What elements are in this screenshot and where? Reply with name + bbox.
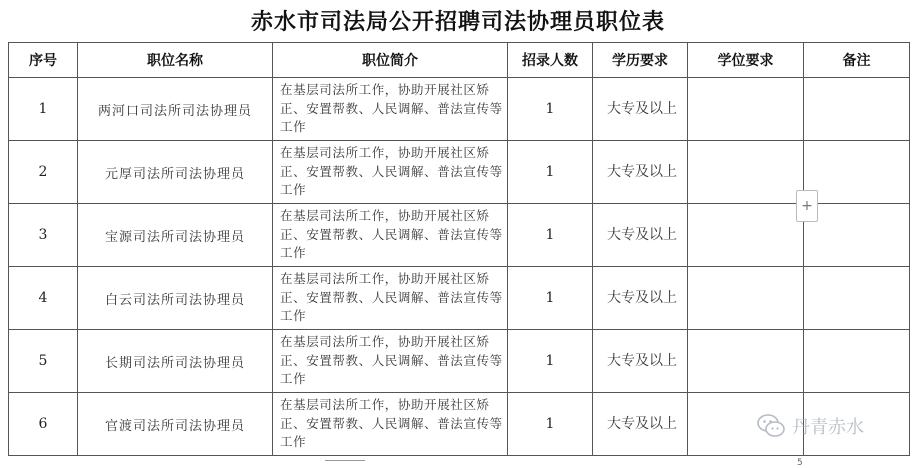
page-marker: 5 xyxy=(797,458,803,468)
document-title: 赤水市司法局公开招聘司法协理员职位表 xyxy=(250,9,665,35)
cell-degree xyxy=(688,204,804,267)
cell-position-intro: 在基层司法所工作，协助开展社区矫正、安置帮教、人民调解、普法宣传等工作 xyxy=(273,393,508,456)
cell-hire-count: 1 xyxy=(508,78,593,141)
header-position-intro: 职位简介 xyxy=(273,43,508,78)
cell-hire-count: 1 xyxy=(508,204,593,267)
cell-no: 1 xyxy=(9,78,78,141)
watermark-text: 丹青赤水 xyxy=(792,417,864,438)
header-position-name: 职位名称 xyxy=(78,43,273,78)
cell-position-intro: 在基层司法所工作，协助开展社区矫正、安置帮教、人民调解、普法宣传等工作 xyxy=(273,330,508,393)
cell-no: 6 xyxy=(9,393,78,456)
table-row xyxy=(9,330,910,393)
cell-education: 大专及以上 xyxy=(593,141,688,204)
cell-education: 大专及以上 xyxy=(593,78,688,141)
positions-table xyxy=(8,42,910,456)
header-no: 序号 xyxy=(9,43,78,78)
cell-notes xyxy=(804,141,910,204)
cell-no: 5 xyxy=(9,330,78,393)
header-education: 学历要求 xyxy=(593,43,688,78)
cell-no: 4 xyxy=(9,267,78,330)
cell-position-name: 长期司法所司法协理员 xyxy=(78,330,273,393)
wechat-icon xyxy=(756,413,786,439)
add-column-handle[interactable]: + xyxy=(796,190,818,222)
cell-position-name: 宝源司法所司法协理员 xyxy=(78,204,273,267)
cell-position-name: 官渡司法所司法协理员 xyxy=(78,393,273,456)
table-header-row xyxy=(9,43,910,78)
watermark xyxy=(756,412,864,440)
cell-position-intro: 在基层司法所工作，协助开展社区矫正、安置帮教、人民调解、普法宣传等工作 xyxy=(273,267,508,330)
cell-notes xyxy=(804,267,910,330)
cell-degree xyxy=(688,141,804,204)
cell-notes xyxy=(804,78,910,141)
cell-degree xyxy=(688,78,804,141)
cell-degree xyxy=(688,267,804,330)
cell-position-name: 元厚司法所司法协理员 xyxy=(78,141,273,204)
cell-education: 大专及以上 xyxy=(593,204,688,267)
cell-hire-count: 1 xyxy=(508,330,593,393)
cell-education: 大专及以上 xyxy=(593,267,688,330)
cell-position-intro: 在基层司法所工作，协助开展社区矫正、安置帮教、人民调解、普法宣传等工作 xyxy=(273,78,508,141)
cell-position-intro: 在基层司法所工作，协助开展社区矫正、安置帮教、人民调解、普法宣传等工作 xyxy=(273,204,508,267)
cell-position-intro: 在基层司法所工作，协助开展社区矫正、安置帮教、人民调解、普法宣传等工作 xyxy=(273,141,508,204)
cell-degree xyxy=(688,330,804,393)
cell-notes xyxy=(804,330,910,393)
cell-education: 大专及以上 xyxy=(593,393,688,456)
table-row xyxy=(9,141,910,204)
table-row xyxy=(9,267,910,330)
cell-position-name: 两河口司法所司法协理员 xyxy=(78,78,273,141)
cell-no: 3 xyxy=(9,204,78,267)
cell-education: 大专及以上 xyxy=(593,330,688,393)
cell-hire-count: 1 xyxy=(508,393,593,456)
cell-hire-count: 1 xyxy=(508,267,593,330)
cell-notes xyxy=(804,204,910,267)
table-row xyxy=(9,204,910,267)
cell-position-name: 白云司法所司法协理员 xyxy=(78,267,273,330)
header-degree: 学位要求 xyxy=(688,43,804,78)
cell-no: 2 xyxy=(9,141,78,204)
header-hire-count: 招录人数 xyxy=(508,43,593,78)
header-notes: 备注 xyxy=(804,43,910,78)
table-row xyxy=(9,78,910,141)
cell-hire-count: 1 xyxy=(508,141,593,204)
